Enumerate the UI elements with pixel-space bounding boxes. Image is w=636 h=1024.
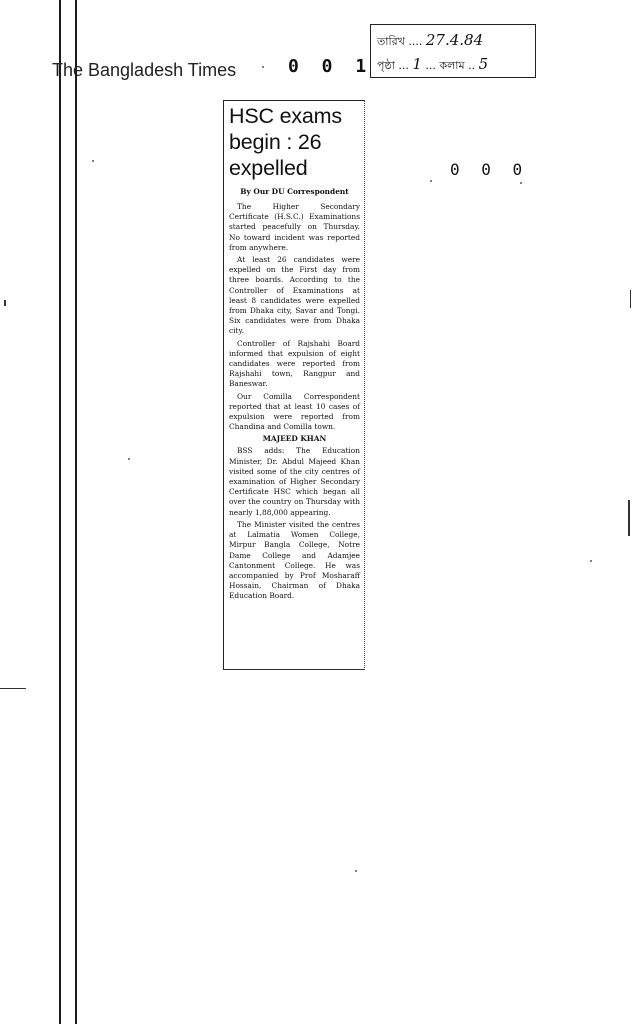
serial-stamp-right: 0 0 0 [450,160,529,179]
page-label: পৃষ্ঠা [377,59,395,72]
article-paragraph: Controller of Rajshahi Board informed that expulsion of eight candidates were reported from Rajshahi town, Rangpur and Baneswar. [229,338,360,389]
article-subhead: MAJEED KHAN [262,434,327,444]
scan-speck [355,870,357,872]
date-value: 27.4.84 [425,31,484,49]
newspaper-masthead: The Bangladesh Times [52,60,237,80]
article-paragraph: At least 26 candidates were expelled on the First day from three boards. According to the Controller of Examinations at least 8 candidates were expelled from Dhaka city, Savar and Tongi. Six candidates were from Dhaka city. [229,255,360,336]
article-paragraph: BSS adds: The Education Minister, Dr. Abdul Majeed Khan visited some of the city centres of examination of Higher Secondary Certificate HSC which began all over the country on Thursday with nearly 1,88,000 appearing. [229,446,360,517]
article-paragraph: The Higher Secondary Certificate (H.S.C.) Examinations started peacefully on Thursday. No toward incident was reported from anywhere. [229,202,360,252]
scan-edge-mark [630,290,631,308]
scan-speck [262,66,264,68]
scan-speck [430,180,432,182]
column-value: 5 [478,55,489,73]
scan-edge-mark [4,300,6,306]
scan-speck [128,458,130,460]
scan-edge-mark [628,500,630,536]
scan-speck [92,160,94,162]
scan-speck [520,182,522,184]
article-headline: HSC exams begin : 26 expelled [229,104,342,180]
article-paragraph: Our Comilla Correspondent reported that at least 10 cases of expulsion were reported from Chandina and Comilla town. [229,391,360,432]
margin-rule-left [59,0,61,1024]
article-paragraph: The Minister visited the centres at Lalmatia Women College, Mirpur Bangla College, Notre Dame College and Adamjee Cantonment College. He was accompanied by Prof Mosharaff Hossain, Chairman of Dhaka Education Board. [229,519,360,601]
scan-edge-mark [0,688,26,689]
date-label: তারিখ [377,35,405,48]
news-clipping [223,100,365,670]
serial-stamp-left: 0 0 1 [288,56,373,77]
article-byline: By Our DU Correspondent [240,187,349,196]
page-value: 1 [412,55,422,73]
margin-rule-right [75,0,77,1024]
scan-speck [590,560,592,562]
archive-date-stamp: তারিখ .... 27.4.84 পৃষ্ঠা ... 1 ... কলাম .. 5 [370,24,536,78]
column-label: কলাম [439,59,465,72]
